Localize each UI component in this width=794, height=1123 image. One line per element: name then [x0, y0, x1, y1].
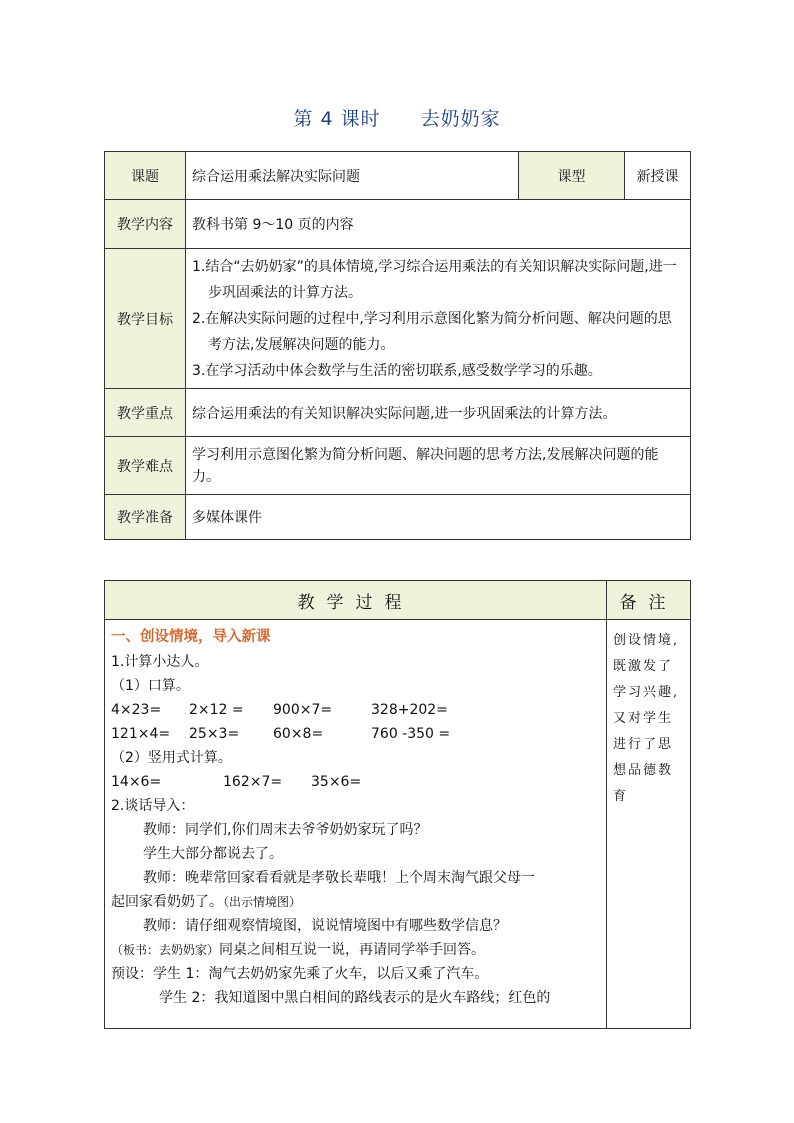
- content-value: 教科书第 9～10 页的内容: [186, 200, 691, 249]
- vertical-calc-row: [111, 770, 600, 794]
- note-text: 创设情境,既激发了学习兴趣,又对学生进行了思想品德教育: [613, 633, 680, 804]
- calc-item: 760 -350 =: [371, 726, 451, 742]
- dialogue-line: 学生大部分都说去了。: [143, 846, 283, 862]
- calc-item: 121×4=: [111, 726, 171, 742]
- stage-note: （出示情境图）: [223, 895, 302, 909]
- content-label: 教学内容: [105, 200, 186, 249]
- prep-label: 教学准备: [105, 495, 186, 540]
- notes-header: 备注: [607, 581, 691, 620]
- item-text: 1.计算小达人。: [111, 654, 209, 670]
- topic-value: 综合运用乘法解决实际问题: [186, 152, 519, 200]
- row-difficulty: [105, 437, 691, 495]
- goal-item: 2.在解决实际问题的过程中,学习利用示意图化繁为简分析问题、解决问题的思考方法,发展解决问题的能力。: [192, 310, 672, 353]
- lesson-title: [0, 104, 794, 131]
- oral-calc-row: [111, 722, 600, 746]
- dialogue-text: 同桌之间相互说一说，再请同学举手回答。: [219, 942, 486, 958]
- sub-item-text: （2）竖用式计算。: [111, 750, 232, 766]
- calc-item: 162×7=: [223, 774, 283, 790]
- dialogue-line: 学生 2：我知道图中黑白相间的路线表示的是火车路线；红色的: [159, 990, 551, 1006]
- dialogue-line: [111, 890, 600, 914]
- goal-item: 1.结合“去奶奶家”的具体情境,学习综合运用乘法的有关知识解决实际问题,进一步巩固乘法的计算方法。: [192, 258, 677, 301]
- type-value: 新授课: [625, 152, 691, 200]
- item-text: 2.谈话导入：: [111, 798, 195, 814]
- dialogue-line: 预设：学生 1：淘气去奶奶家先乘了火车，以后又乘了汽车。: [111, 966, 489, 982]
- goals-label: 教学目标: [105, 249, 186, 389]
- prep-value: 多媒体课件: [186, 495, 691, 540]
- process-header-row: [105, 581, 691, 620]
- sub-item-text: （1）口算。: [111, 678, 190, 694]
- process-header: 教学过程: [105, 581, 607, 620]
- dialogue-line: [111, 938, 600, 962]
- key-value: 综合运用乘法的有关知识解决实际问题,进一步巩固乘法的计算方法。: [186, 389, 691, 437]
- calc-item: 35×6=: [311, 774, 362, 790]
- calc-item: 60×8=: [273, 726, 324, 742]
- board-note: （板书：去奶奶家）: [111, 943, 220, 957]
- difficulty-value: 学习利用示意图化繁为简分析问题、解决问题的思考方法,发展解决问题的能力。: [186, 437, 691, 495]
- calc-item: 900×7=: [273, 702, 333, 718]
- section-title: 一、创设情境，导入新课: [111, 629, 271, 645]
- dialogue-line: 教师：晚辈常回家看看就是孝敬长辈哦！上个周末淘气跟父母一: [143, 870, 535, 886]
- type-label: 课型: [519, 152, 625, 200]
- row-goals: [105, 249, 691, 389]
- lesson-info-table: [104, 151, 691, 540]
- oral-calc-row: [111, 698, 600, 722]
- lesson-number: 第 4 课时: [293, 108, 381, 130]
- calc-item: 14×6=: [111, 774, 162, 790]
- calc-item: 4×23=: [111, 702, 162, 718]
- lesson-name: 去奶奶家: [420, 108, 501, 130]
- topic-label: 课题: [105, 152, 186, 200]
- row-content: [105, 200, 691, 249]
- teaching-process-table: [104, 580, 691, 1029]
- goals-value: [186, 249, 691, 389]
- row-topic: [105, 152, 691, 200]
- goal-item: 3.在学习活动中体会数学与生活的密切联系,感受数学学习的乐趣。: [192, 362, 602, 379]
- dialogue-line: 教师：请仔细观察情境图，说说情境图中有哪些数学信息？: [143, 918, 507, 934]
- goals-list: [186, 250, 690, 388]
- process-content: [105, 620, 607, 1029]
- difficulty-label: 教学难点: [105, 437, 186, 495]
- notes-cell: [607, 620, 691, 1029]
- calc-item: 328+202=: [371, 702, 448, 718]
- process-body-row: [105, 620, 691, 1029]
- dialogue-line: 教师：同学们,你们周末去爷爷奶奶家玩了吗？: [143, 822, 428, 838]
- calc-item: 2×12 =: [189, 702, 244, 718]
- row-key-points: [105, 389, 691, 437]
- calc-item: 25×3=: [189, 726, 240, 742]
- key-label: 教学重点: [105, 389, 186, 437]
- row-preparation: [105, 495, 691, 540]
- dialogue-text: 起回家看奶奶了。: [111, 894, 223, 910]
